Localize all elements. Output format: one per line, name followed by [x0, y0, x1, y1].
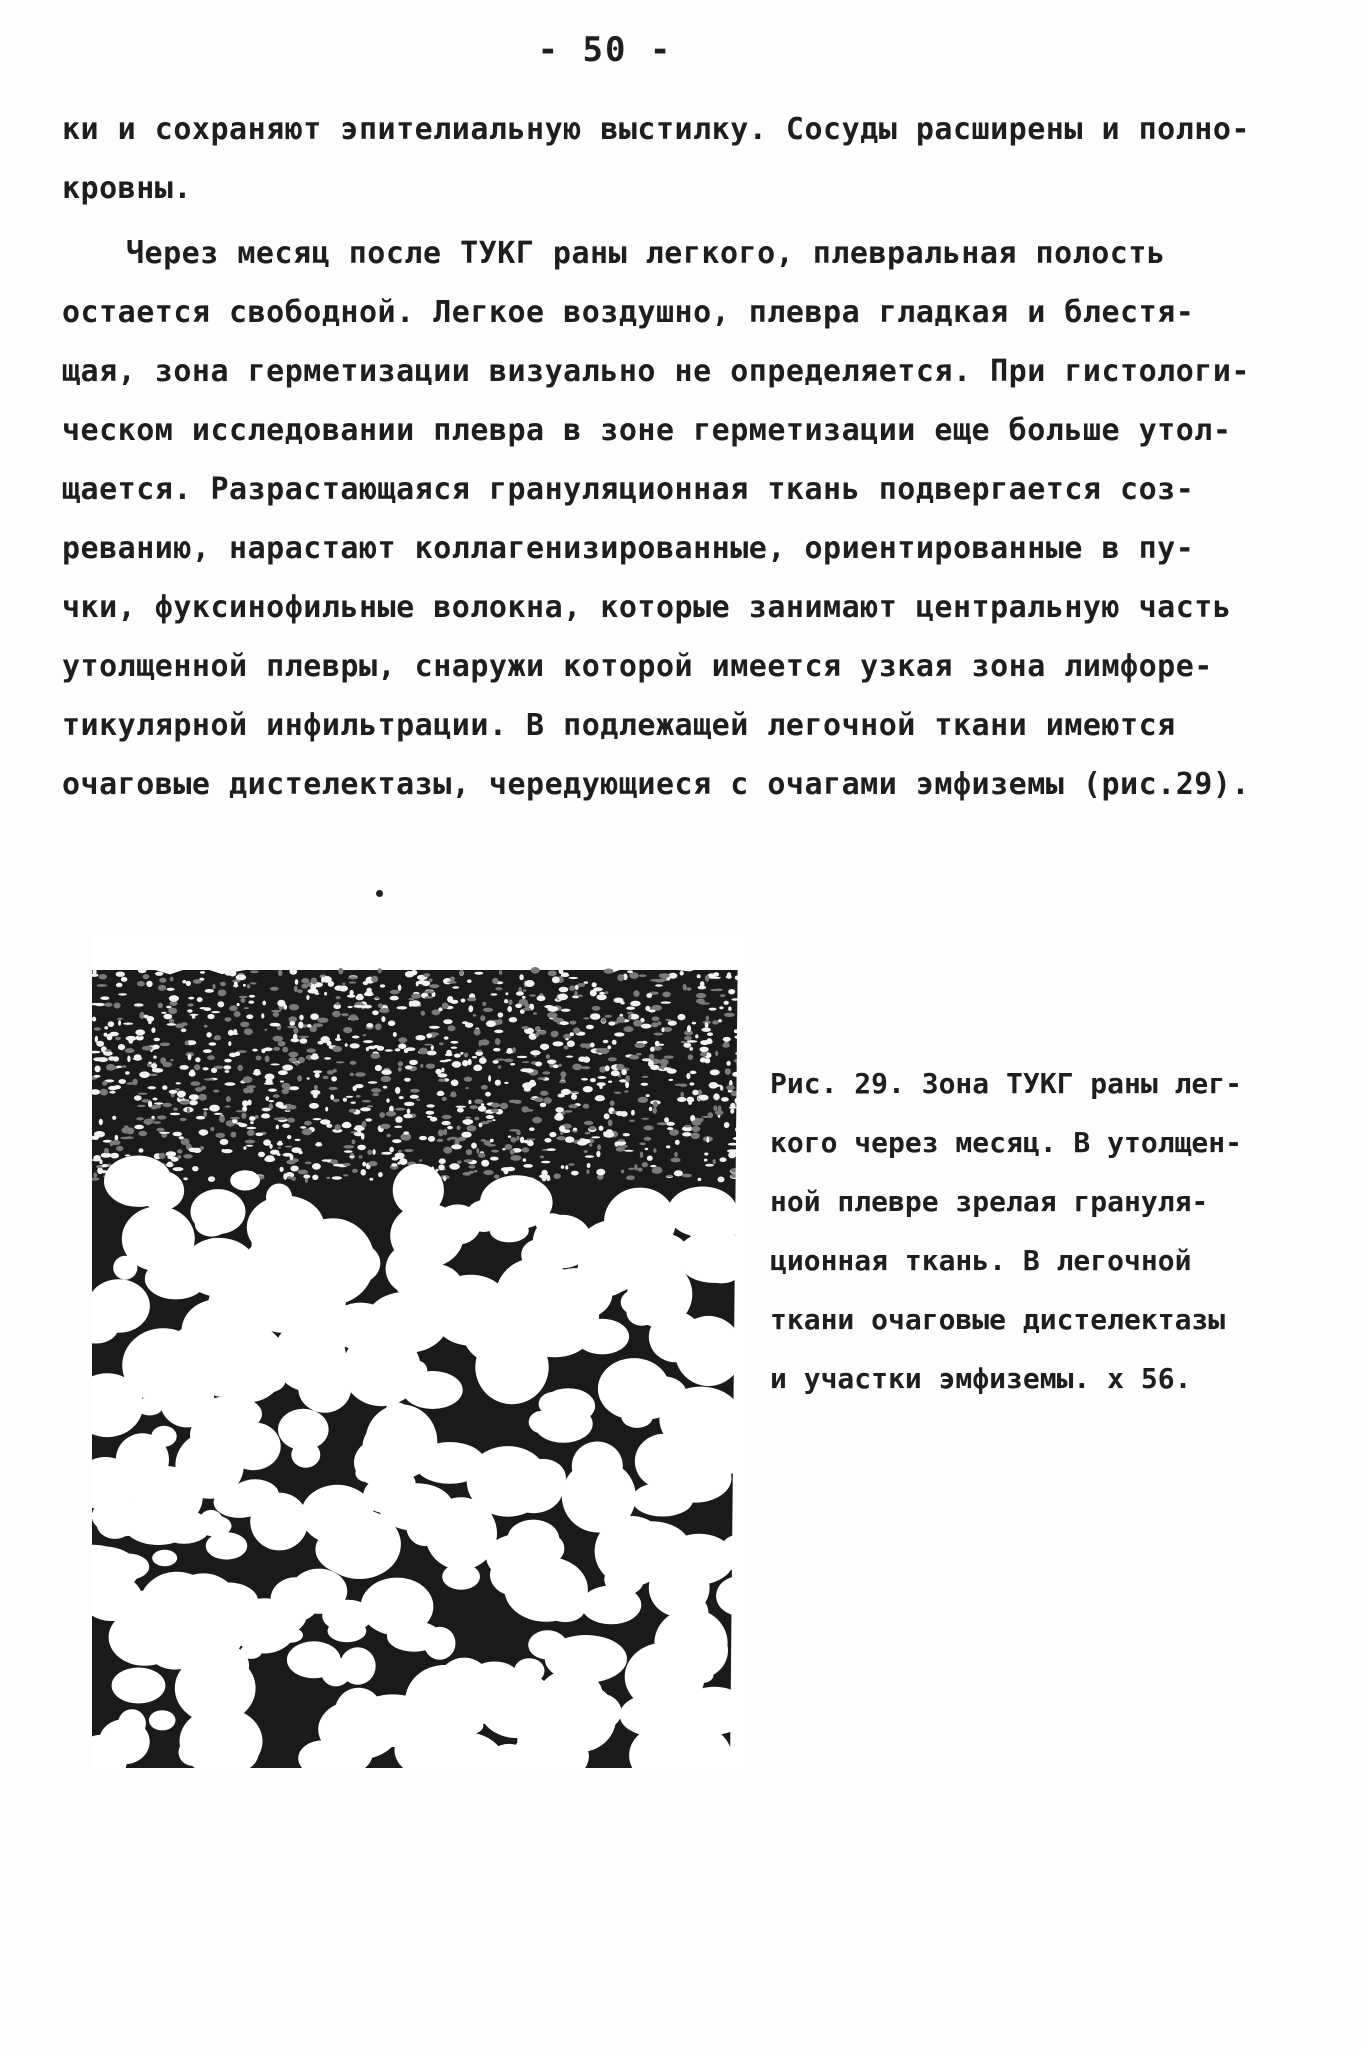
- text-line: кровны.: [62, 171, 192, 206]
- caption-line: ной плевре зрелая грануля-: [770, 1185, 1209, 1218]
- caption-line: Рис. 29. Зона ТУКГ раны лег-: [770, 1067, 1243, 1100]
- caption-line: ткани очаговые дистелектазы: [770, 1303, 1226, 1336]
- caption-line: кого через месяц. В утолщен-: [770, 1126, 1243, 1159]
- paragraph-first-line: Через месяц после ТУКГ раны легкого, плевральная полость: [126, 236, 1166, 271]
- text-line: ки и сохраняют эпителиальную выстилку. Сосуды расширены и полно-: [62, 112, 1250, 147]
- text-line: реванию, нарастают коллагенизированные, ориентированные в пу-: [62, 531, 1195, 566]
- text-line: утолщенной плевры, снаружи которой имеется узкая зона лимфоре-: [62, 649, 1213, 684]
- text-line: очаговые дистелектазы, чередующиеся с очагами эмфиземы (рис.29).: [62, 767, 1250, 802]
- text-line: остается свободной. Легкое воздушно, плевра гладкая и блестя-: [62, 295, 1195, 330]
- figure-caption: [770, 1054, 1330, 1408]
- caption-line: ционная ткань. В легочной: [770, 1244, 1192, 1277]
- text-line: тикулярной инфильтрации. В подлежащей легочной ткани имеются: [62, 708, 1176, 743]
- page-number: - 50 -: [537, 30, 673, 70]
- caption-line: и участки эмфиземы. x 56.: [770, 1362, 1192, 1395]
- text-line: чки, фуксинофильные волокна, которые занимают центральную часть: [62, 590, 1232, 625]
- micrograph-image: [92, 930, 744, 1768]
- text-line: щая, зона герметизации визуально не определяется. При гистологи-: [62, 354, 1250, 389]
- body-text: [62, 100, 1292, 814]
- text-line: ческом исследовании плевра в зоне герметизации еще больше утол-: [62, 413, 1232, 448]
- text-line: щается. Разрастающаяся грануляционная ткань подвергается соз-: [62, 472, 1195, 507]
- scan-speck: [376, 890, 383, 897]
